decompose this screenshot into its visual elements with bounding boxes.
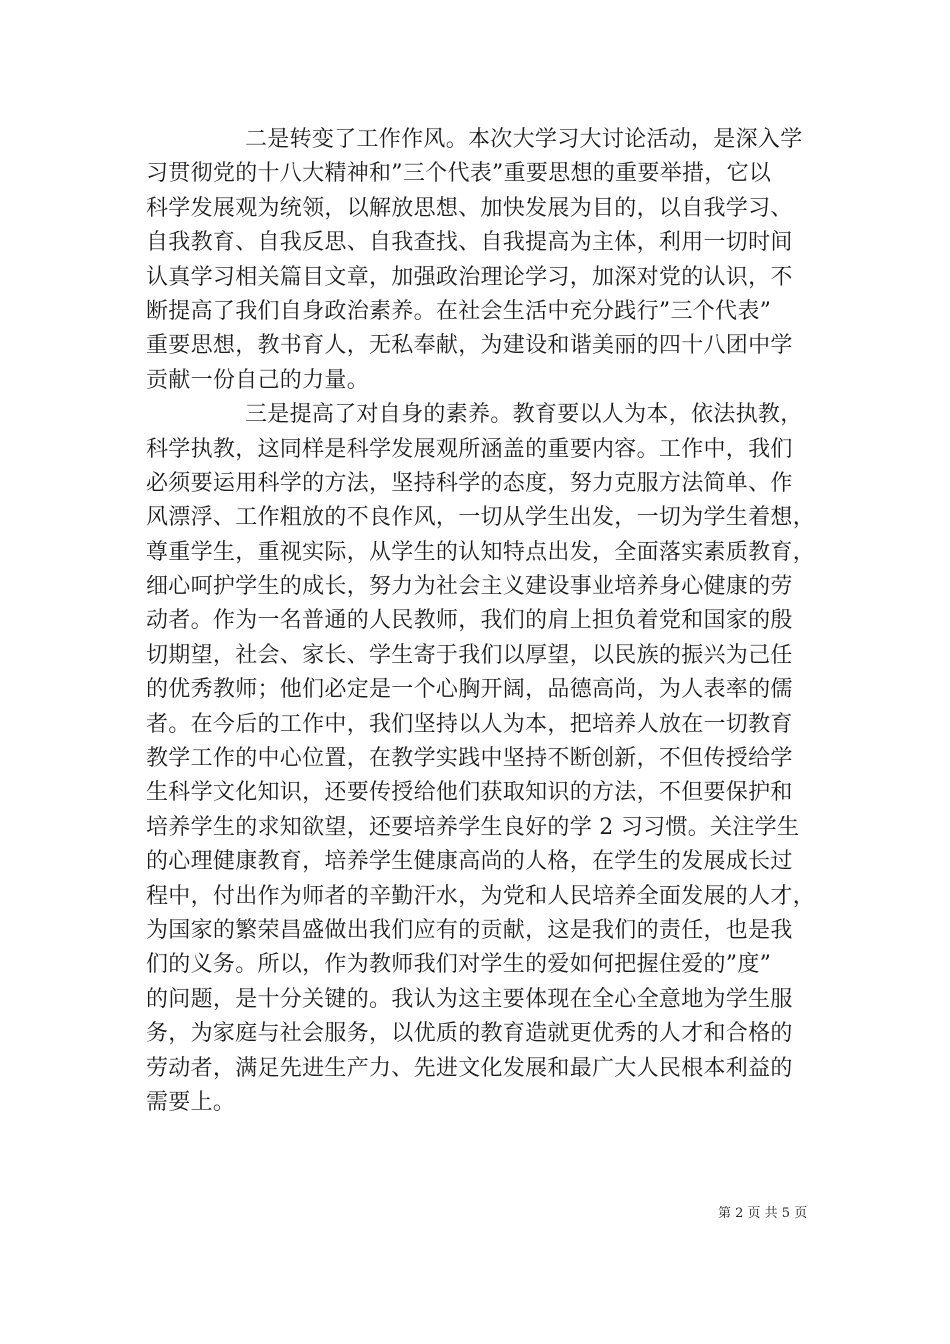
paragraph-line: 动者。作为一名普通的人民教师，我们的肩上担负着党和国家的殷: [146, 608, 793, 634]
paragraph-line: 切期望，社会、家长、学生寄于我们以厚望，以民族的振兴为己任: [146, 642, 793, 668]
paragraph-line: 者。在今后的工作中，我们坚持以人为本，把培养人放在一切教育: [146, 711, 793, 737]
paragraph-line: 风漂浮、工作粗放的不良作风，一切从学生出发，一切为学生着想，: [146, 505, 816, 531]
paragraph-line: 务，为家庭与社会服务，以优质的教育造就更优秀的人才和合格的: [146, 1021, 793, 1047]
paragraph-line: 为国家的繁荣昌盛做出我们应有的贡献，这是我们的责任，也是我: [146, 917, 793, 943]
paragraph-line: 科学执教，这同样是科学发展观所涵盖的重要内容。工作中，我们: [146, 436, 793, 462]
paragraph-line: 的心理健康教育，培养学生健康高尚的人格，在学生的发展成长过: [146, 849, 793, 875]
document-body: [146, 123, 816, 1120]
paragraph-line: 习贯彻党的十八大精神和”三个代表”重要思想的重要举措，它以: [146, 161, 772, 187]
paragraph-line: 科学发展观为统领，以解放思想、加快发展为目的，以自我学习、: [146, 195, 793, 221]
paragraph-line: 需要上。: [146, 1089, 236, 1115]
paragraph-line: 认真学习相关篇目文章，加强政治理论学习，加深对党的认识，不: [146, 264, 793, 290]
paragraph-line: 尊重学生，重视实际，从学生的认知特点出发，全面落实素质教育，: [146, 539, 816, 565]
page-number-footer: 第 2 页 共 5 页: [718, 1206, 808, 1221]
paragraph-line: 教学工作的中心位置，在教学实践中坚持不断创新，不但传授给学: [146, 746, 793, 772]
paragraph-line: 三是提高了对自身的素养。教育要以人为本，依法执教，: [245, 402, 803, 428]
paragraph-line: 的问题，是十分关键的。我认为这主要体现在全心全意地为学生服: [146, 986, 793, 1012]
paragraph-line: 的优秀教师；他们必定是一个心胸开阔，品德高尚，为人表率的儒: [146, 677, 793, 703]
paragraph-line: 劳动者，满足先进生产力、先进文化发展和最广大人民根本利益的: [146, 1055, 793, 1081]
paragraph-line: 自我教育、自我反思、自我查找、自我提高为主体，利用一切时间: [146, 230, 793, 256]
paragraph-work-style: [146, 123, 810, 398]
paragraph-line: 培养学生的求知欲望，还要培养学生良好的学 2 习习惯。关注学生: [146, 814, 800, 840]
paragraph-line: 必须要运用科学的方法，坚持科学的态度，努力克服方法简单、作: [146, 470, 793, 496]
paragraph-line: 生科学文化知识，还要传授给他们获取知识的方法，不但要保护和: [146, 780, 793, 806]
paragraph-line: 程中，付出作为师者的辛勤汗水，为党和人民培养全面发展的人才，: [146, 883, 816, 909]
paragraph-line: 重要思想，教书育人，无私奉献，为建设和谐美丽的四十八团中学: [146, 333, 793, 359]
paragraph-line: 们的义务。所以，作为教师我们对学生的爱如何把握住爱的”度”: [146, 952, 772, 978]
paragraph-line: 细心呵护学生的成长，努力为社会主义建设事业培养身心健康的劳: [146, 574, 793, 600]
paragraph-line: 断提高了我们自身政治素养。在社会生活中充分践行”三个代表”: [146, 298, 772, 324]
paragraph-line: 贡献一份自己的力量。: [146, 367, 370, 393]
paragraph-self-cultivation: [146, 398, 816, 1120]
paragraph-line: 二是转变了工作作风。本次大学习大讨论活动，是深入学: [245, 127, 803, 152]
